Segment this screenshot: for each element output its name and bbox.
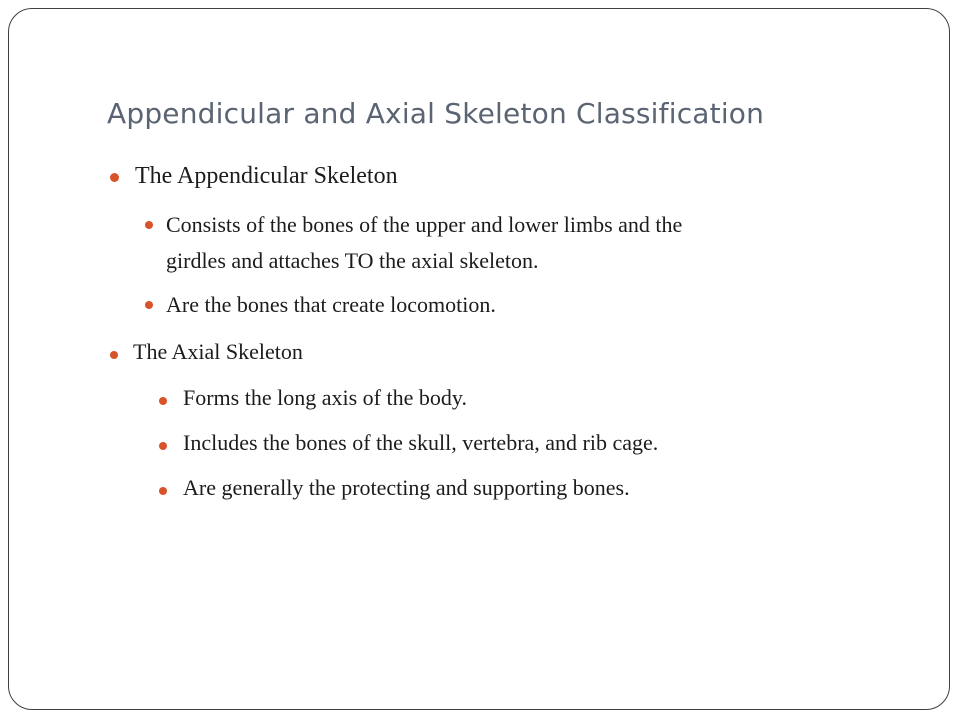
- axial-item-1: Forms the long axis of the body.: [183, 385, 467, 410]
- axial-item-2: Includes the bones of the skull, vertebra, and rib cage.: [183, 430, 659, 455]
- bullet-icon: [159, 442, 167, 450]
- appendicular-item-2: Are the bones that create locomotion.: [166, 292, 496, 317]
- bullet-icon: [159, 397, 167, 405]
- bullet-icon: [145, 301, 153, 309]
- bullet-icon: [145, 221, 153, 229]
- slide-frame: [8, 8, 950, 710]
- axial-item-3: Are generally the protecting and supporting bones.: [183, 475, 630, 500]
- bullet-icon: [110, 173, 119, 182]
- bullet-icon: [159, 487, 167, 495]
- section-heading-appendicular: The Appendicular Skeleton: [135, 163, 398, 189]
- appendicular-item-1-line-2: girdles and attaches TO the axial skeleton.: [166, 248, 539, 273]
- slide-title: Appendicular and Axial Skeleton Classification: [107, 97, 765, 130]
- section-heading-axial: The Axial Skeleton: [133, 339, 303, 364]
- appendicular-item-1-line-1: Consists of the bones of the upper and lower limbs and the: [166, 212, 683, 237]
- bullet-icon: [110, 351, 118, 359]
